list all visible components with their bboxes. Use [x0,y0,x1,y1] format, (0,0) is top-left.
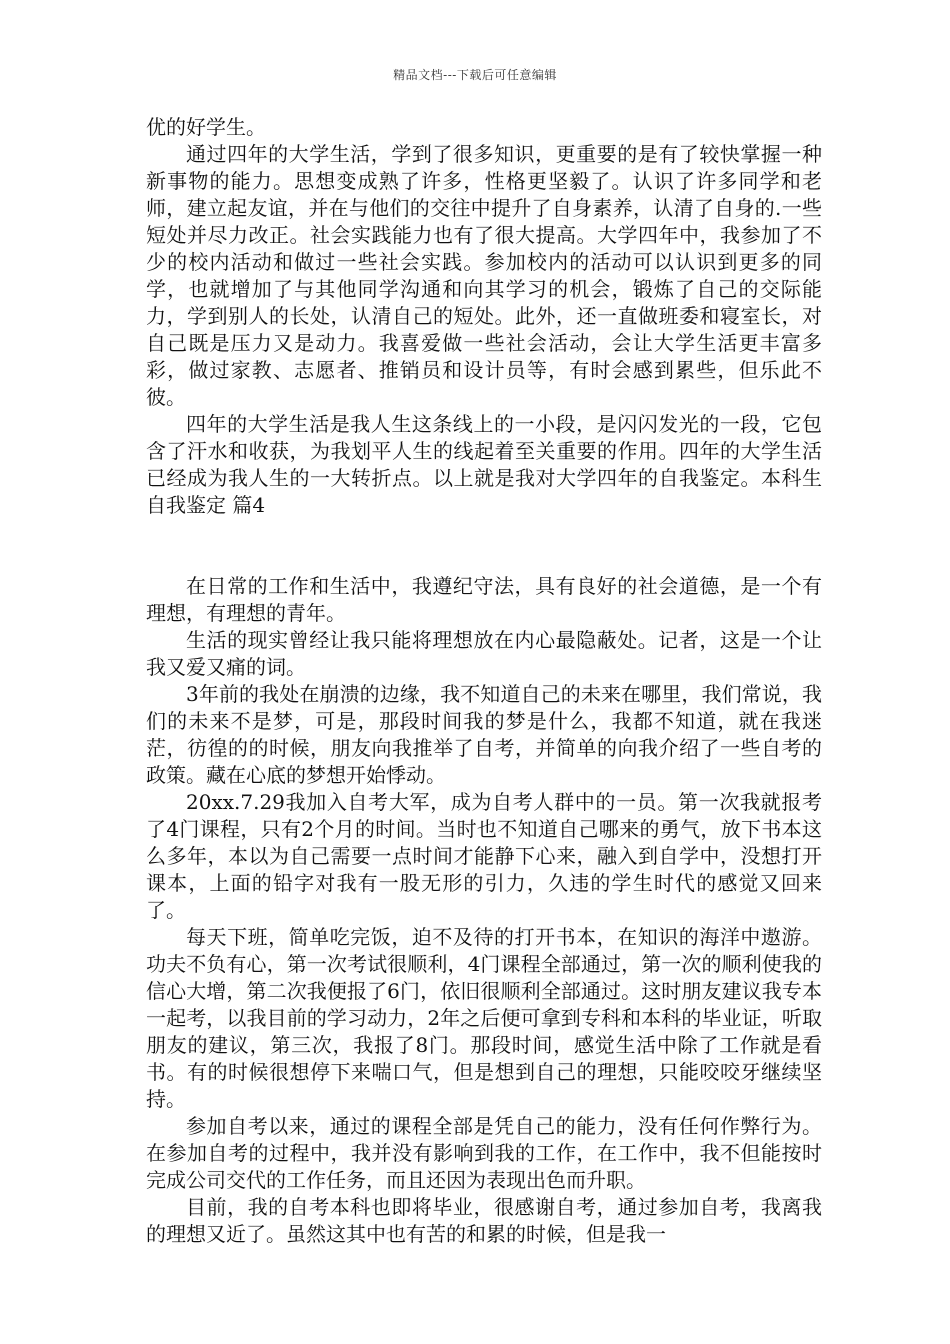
section-gap [146,519,822,573]
paragraph: 3年前的我处在崩溃的边缘，我不知道自己的未来在哪里，我们常说，我们的未来不是梦，可是，那段时间我的梦是什么，我都不知道，就在我迷茫，彷徨的的时候，朋友向我推举了自考，并简单的向我介绍了一些自考的政策。藏在心底的梦想开始悸动。 [146,682,822,787]
document-body [146,114,822,1248]
paragraph: 目前，我的自考本科也即将毕业，很感谢自考，通过参加自考，我离我的理想又近了。虽然这其中也有苦的和累的时候，但是我一 [146,1195,822,1246]
paragraph: 每天下班，简单吃完饭，迫不及待的打开书本，在知识的海洋中遨游。功夫不负有心，第一次考试很顺利，4门课程全部通过，第一次的顺利使我的信心大增，第二次我便报了6门，依旧很顺利全部通过。这时朋友建议我专本一起考，以我目前的学习动力，2年之后便可拿到专科和本科的毕业证，听取朋友的建议，第三次，我报了8门。那段时间，感觉生活中除了工作就是看书。有的时候很想停下来喘口气，但是想到自己的理想，只能咬咬牙继续坚持。 [146,925,822,1111]
paragraph: 四年的大学生活是我人生这条线上的一小段，是闪闪发光的一段，它包含了汗水和收获，为我划平人生的线起着至关重要的作用。四年的大学生活已经成为我人生的一大转折点。以上就是我对大学四年的自我鉴定。本科生自我鉴定 篇4 [146,412,822,517]
page-header: 精品文档---下载后可任意编辑 [393,68,557,82]
paragraph: 通过四年的大学生活，学到了很多知识，更重要的是有了较快掌握一种新事物的能力。思想变成熟了许多，性格更坚毅了。认识了许多同学和老师，建立起友谊，并在与他们的交往中提升了自身素养，认清了自身的.一些短处并尽力改正。社会实践能力也有了很大提高。大学四年中，我参加了不少的校内活动和做过一些社会实践。参加校内的活动可以认识到更多的同学，也就增加了与其他同学沟通和向其学习的机会，锻炼了自己的交际能力，学到别人的长处，认清自己的短处。此外，还一直做班委和寝室长，对自己既是压力又是动力。我喜爱做一些社会活动，会让大学生活更丰富多彩，做过家教、志愿者、推销员和设计员等，有时会感到累些，但乐此不彼。 [146,142,822,409]
paragraph: 生活的现实曾经让我只能将理想放在内心最隐蔽处。记者，这是一个让我又爱又痛的词。 [146,628,822,679]
paragraph: 参加自考以来，通过的课程全部是凭自己的能力，没有任何作弊行为。在参加自考的过程中，我并没有影响到我的工作，在工作中，我不但能按时完成公司交代的工作任务，而且还因为表现出色而升职。 [146,1114,822,1192]
paragraph: 20xx.7.29我加入自考大军，成为自考人群中的一员。第一次我就报考了4门课程，只有2个月的时间。当时也不知道自己哪来的勇气，放下书本这么多年，本以为自己需要一点时间才能静下心来，融入到自学中，没想打开课本，上面的铅字对我有一股无形的引力，久违的学生时代的感觉又回来了。 [146,790,822,922]
paragraph: 在日常的工作和生活中，我遵纪守法，具有良好的社会道德，是一个有理想，有理想的青年。 [146,574,822,625]
paragraph-continuation: 优的好学生。 [146,115,266,139]
